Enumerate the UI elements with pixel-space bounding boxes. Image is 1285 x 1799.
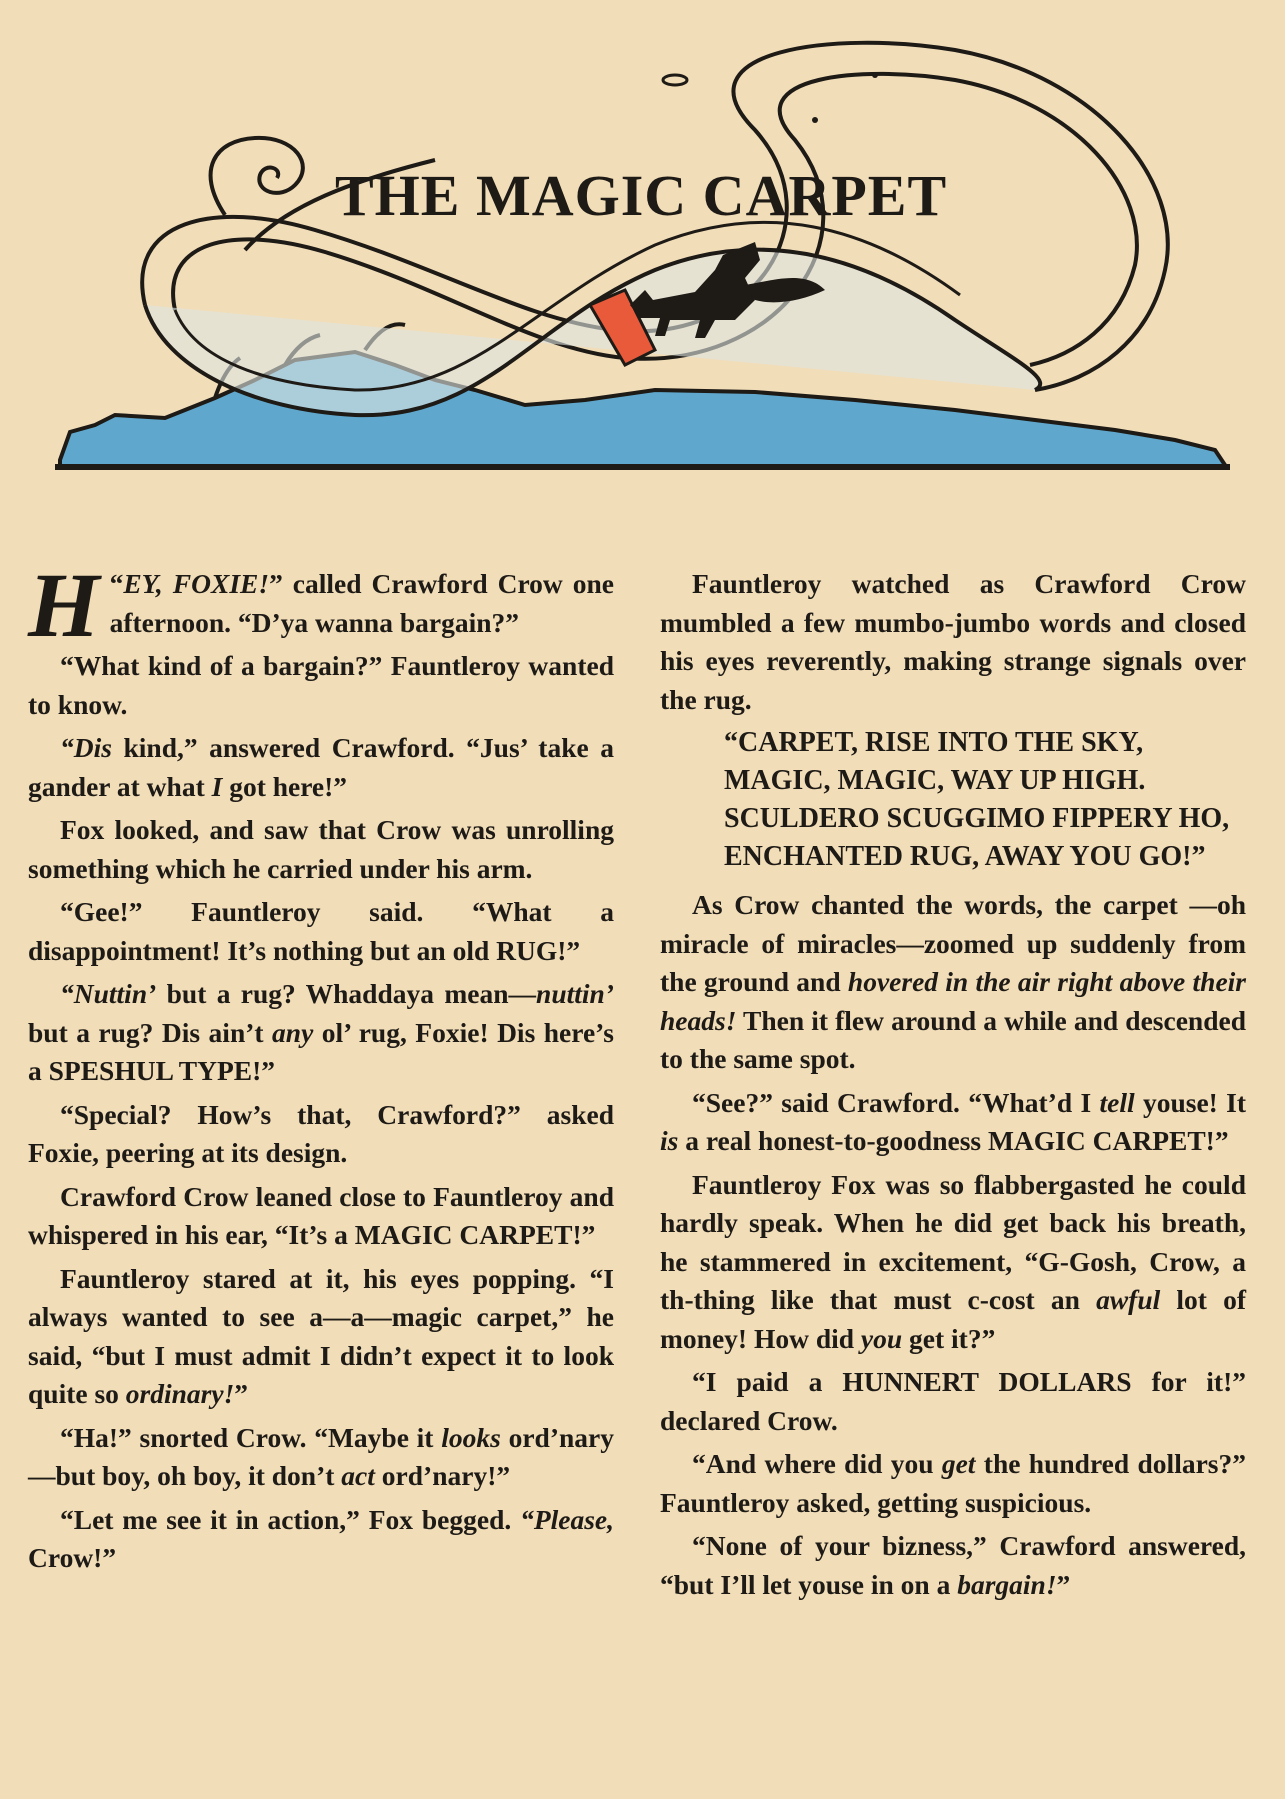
- chant-line: ENCHANTED RUG, AWAY YOU GO!”: [724, 841, 1206, 872]
- paragraph: “I paid a HUNNERT DOLLARS for it!” declared Crow.: [660, 1366, 1246, 1436]
- paragraph: “Ha!” snorted Crow. “Maybe it looks ord’nary—but boy, oh boy, it don’t act ord’nary!”: [28, 1421, 614, 1491]
- paragraph: “Let me see it in action,” Fox begged. “Please, Crow!”: [28, 1503, 614, 1573]
- paragraph: “ H EY, FOXIE!” called Crawford Crow one afternoon. “D’ya wanna bargain?”: [28, 554, 615, 656]
- paragraph: “And where did you get the hundred dollars?” Fauntleroy asked, getting suspicious.: [660, 1448, 1246, 1518]
- paragraph: “None of your bizness,” Crawford answered, “but I’ll let youse in on a bargain!”: [660, 1530, 1246, 1600]
- paragraph: “Nuttin’ but a rug? Whaddaya mean—nuttin’ but a rug? Dis ain’t any ol’ rug, Foxie! Dis here’s a SPESHUL TYPE!”: [28, 978, 614, 1086]
- drop-cap: H: [28, 554, 100, 656]
- paragraph: “Gee!” Fauntleroy said. “What a disappointment! It’s nothing but an old RUG!”: [28, 896, 614, 966]
- paragraph: Crawford Crow leaned close to Fauntleroy and whispered in his ear, “It’s a MAGIC CARPET!”: [28, 1180, 614, 1250]
- paragraph: “Dis kind,” answered Crawford. “Jus’ take a gander at what I got here!”: [28, 732, 614, 802]
- left-column: [28, 554, 615, 1583]
- paragraph: “What kind of a bargain?” Fauntleroy wanted to know.: [28, 650, 614, 720]
- magic-carpet-illustration: [55, 20, 1230, 545]
- paragraph: Fauntleroy watched as Crawford Crow mumbled a few mumbo-jumbo words and closed his eyes reverently, making strange signals over the rug.: [660, 568, 1246, 715]
- paragraph: As Crow chanted the words, the carpet —oh miracle of miracles—zoomed up suddenly from the ground and hovered in the air right above their heads! Then it flew around a while and descended to the same spot.: [660, 889, 1246, 1074]
- chant-line: SCULDERO SCUGGIMO FIPPERY HO,: [724, 803, 1230, 834]
- magic-chant: [660, 724, 1246, 876]
- right-column: [660, 565, 1246, 1609]
- paragraph: Fox looked, and saw that Crow was unrolling something which he carried under his arm.: [28, 814, 614, 884]
- chant-line: “CARPET, RISE INTO THE SKY,: [724, 727, 1144, 758]
- swirl-spiral: [211, 138, 303, 215]
- paragraph: Fauntleroy Fox was so flabbergasted he could hardly speak. When he did get back his breath, he stammered in excitement, “G-Gosh, Crow, a th-thing like that must c-cost an awful lot of money! How did you get it?”: [660, 1168, 1246, 1354]
- story-title: THE MAGIC CARPET: [335, 163, 948, 228]
- chant-line: MAGIC, MAGIC, WAY UP HIGH.: [724, 765, 1146, 796]
- paragraph: “Special? How’s that, Crawford?” asked Foxie, peering at its design.: [28, 1098, 614, 1168]
- paragraph: “See?” said Crawford. “What’d I tell youse! It is a real honest-to-goodness MAGIC CARPET!”: [660, 1086, 1246, 1156]
- paragraph: Fauntleroy stared at it, his eyes popping. “I always wanted to see a—a—magic carpet,” he said, “but I must admit I didn’t expect it to look quite so ordinary!”: [28, 1262, 614, 1409]
